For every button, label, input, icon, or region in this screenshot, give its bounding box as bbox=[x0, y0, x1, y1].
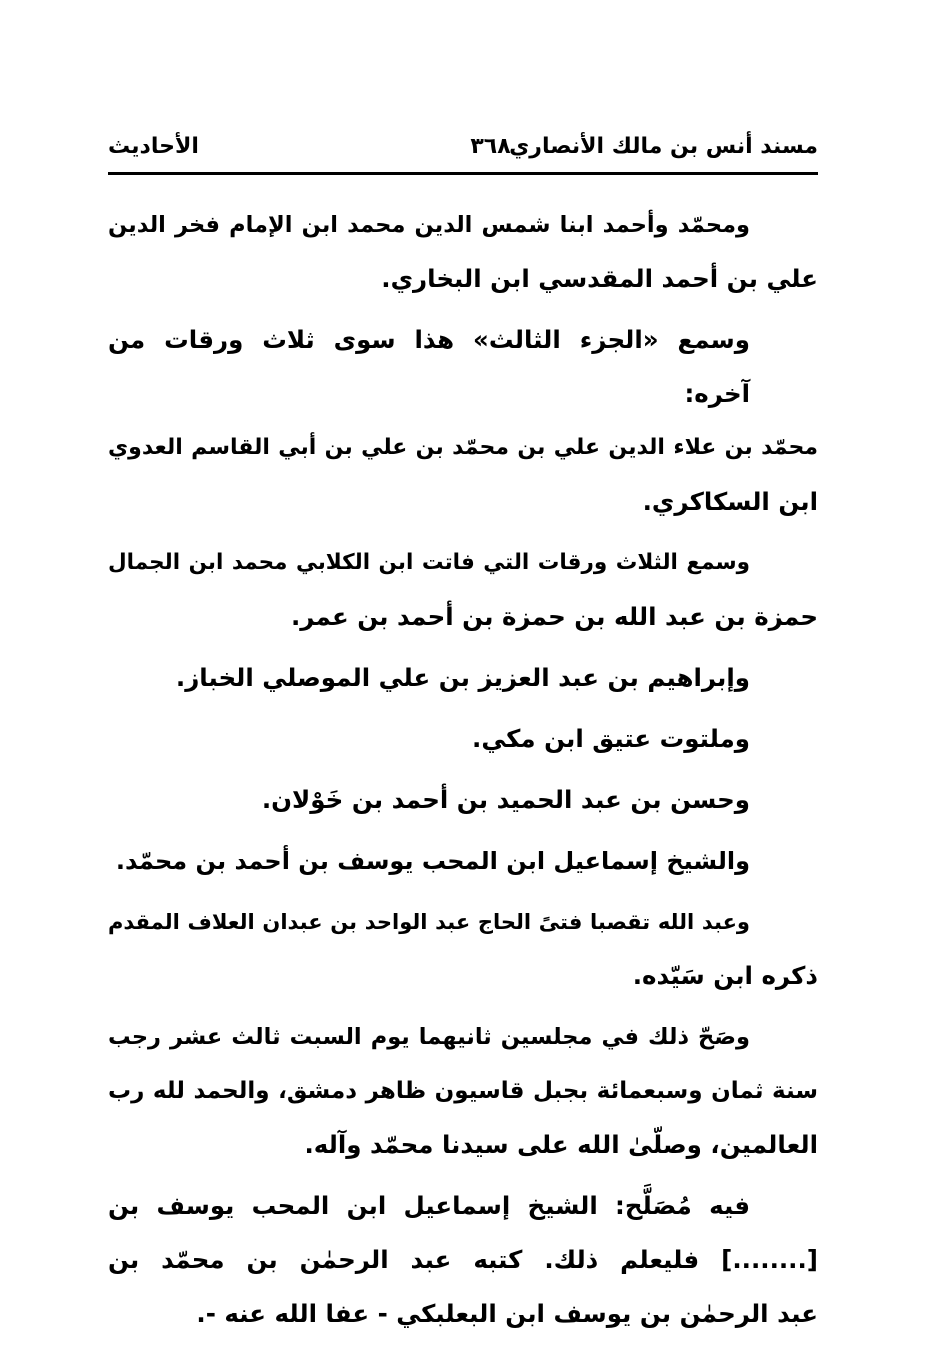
paragraph bbox=[108, 1179, 818, 1341]
text-line: محمّد بن علاء الدين علي بن محمّد بن علي بن أبي القاسم العدوي bbox=[108, 435, 818, 460]
text-line: ابن السكاكري. bbox=[642, 487, 818, 516]
paragraph bbox=[108, 651, 818, 705]
text-line: ومحمّد وأحمد ابنا شمس الدين محمد ابن الإمام فخر الدين bbox=[108, 212, 750, 238]
paragraph bbox=[108, 313, 818, 529]
paragraph bbox=[108, 712, 818, 766]
paragraph bbox=[108, 895, 818, 1003]
text-line: وسمع «الجزء الثالث» هذا سوى ثلاث ورقات من آخره: bbox=[108, 325, 750, 408]
text-line: [........] فليعلم ذلك. كتبه عبد الرحمٰن بن محمّد بن bbox=[108, 1245, 818, 1274]
text-line: ذكره ابن سَيّده. bbox=[632, 961, 818, 990]
text-line: حمزة بن عبد الله بن حمزة بن أحمد بن عمر. bbox=[290, 602, 818, 631]
running-header bbox=[108, 128, 818, 172]
paragraph bbox=[108, 536, 818, 644]
text-line: وصَحّ ذلك في مجلسين ثانيهما يوم السبت ثالث عشر رجب bbox=[108, 1024, 750, 1050]
text-line: والشيخ إسماعيل ابن المحب يوسف بن أحمد بن محمّد. bbox=[115, 847, 750, 875]
text-line: فيه مُصَلَّح: الشيخ إسماعيل ابن المحب يوسف بن bbox=[108, 1191, 750, 1220]
page-number: ٣٦٨ bbox=[470, 134, 511, 159]
text-line: سنة ثمان وسبعمائة بجبل قاسيون ظاهر دمشق، والحمد لله رب bbox=[108, 1078, 818, 1104]
paragraph bbox=[108, 773, 818, 827]
text-line: وعبد الله تقصبا فتىً الحاج عبد الواحد بن عبدان العلاف المقدم bbox=[108, 910, 750, 934]
text-line: وسمع الثلاث ورقات التي فاتت ابن الكلابي محمد ابن الجمال bbox=[108, 550, 750, 575]
book-title: مسند أنس بن مالك الأنصاري bbox=[509, 134, 818, 159]
paragraph bbox=[108, 198, 818, 306]
page-body bbox=[108, 198, 818, 1348]
header-rule bbox=[108, 172, 818, 175]
section-title: الأحاديث bbox=[108, 134, 199, 159]
text-line: وملتوت عتيق ابن مكي. bbox=[472, 724, 750, 753]
text-line: عبد الرحمٰن بن يوسف ابن البعلبكي - عفا الله عنه -. bbox=[196, 1299, 818, 1328]
text-line: العالمين، وصلّىٰ الله على سيدنا محمّد وآله. bbox=[304, 1130, 818, 1159]
text-line: وحسن بن عبد الحميد بن أحمد بن خَوْلان. bbox=[261, 785, 750, 814]
text-line: وإبراهيم بن عبد العزيز بن علي الموصلي الخباز. bbox=[175, 663, 750, 692]
paragraph bbox=[108, 834, 818, 888]
paragraph bbox=[108, 1010, 818, 1172]
text-line: علي بن أحمد المقدسي ابن البخاري. bbox=[381, 264, 818, 293]
